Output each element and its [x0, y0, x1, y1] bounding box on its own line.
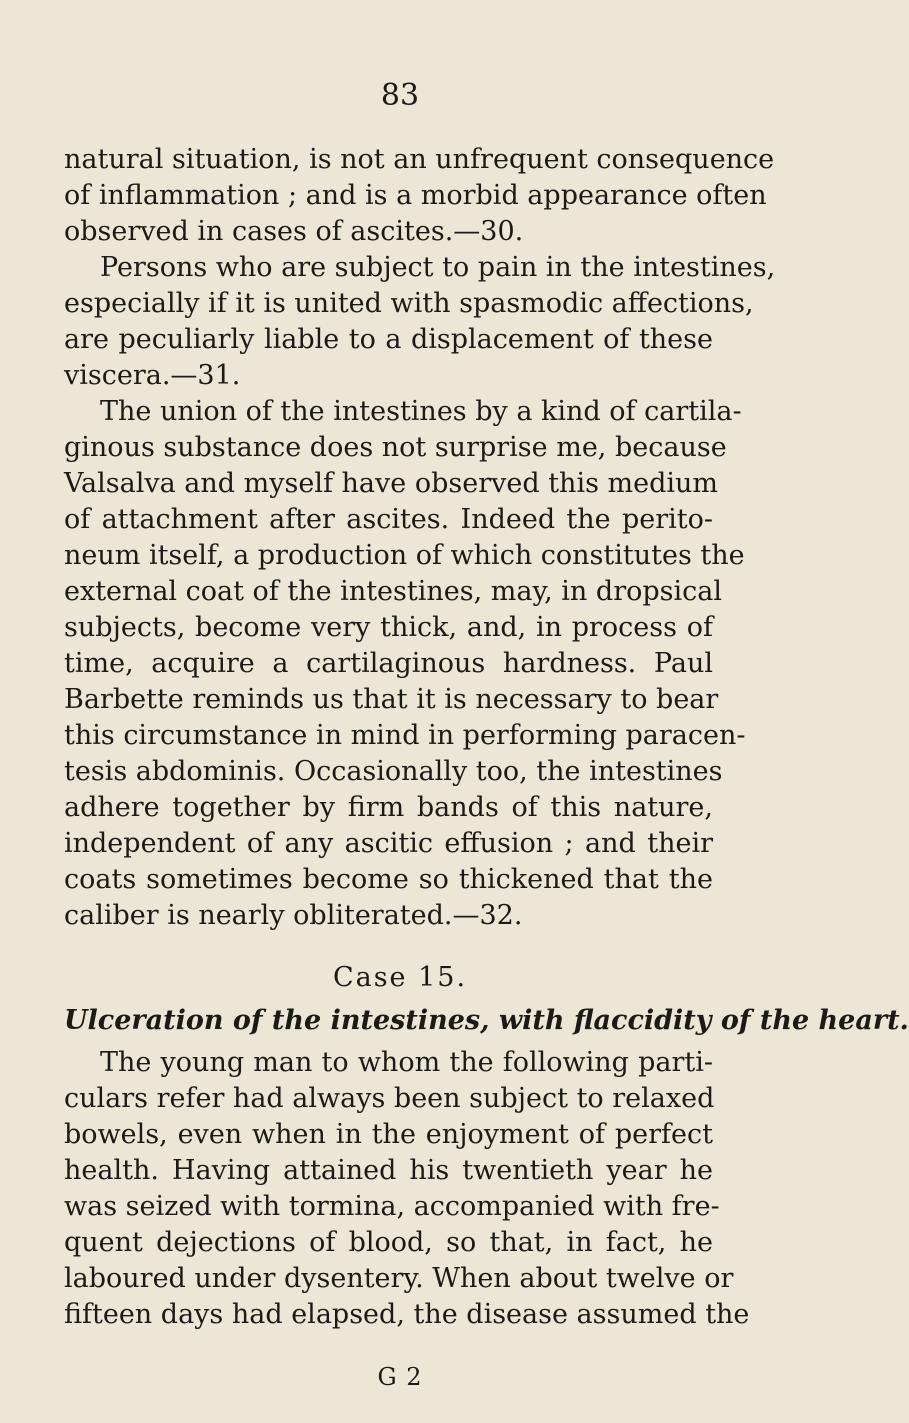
page-number: 83 — [380, 78, 420, 113]
text-line: Persons who are subject to pain in the intestines, — [100, 252, 776, 283]
text-line: subjects, become very thick, and, in process of — [64, 612, 713, 643]
text-line: The young man to whom the following parti- — [100, 1047, 713, 1078]
text-line: ginous substance does not surprise me, because — [64, 432, 727, 463]
text-line: are peculiarly liable to a displacement of these — [64, 324, 713, 355]
text-line: adhere together by firm bands of this nature, — [64, 792, 713, 823]
text-line: time, acquire a cartilaginous hardness. Paul — [64, 648, 713, 679]
text-line: caliber is nearly obliterated.—32. — [64, 900, 523, 931]
text-line: observed in cases of ascites.—30. — [64, 216, 524, 247]
text-line: coats sometimes become so thickened that the — [64, 864, 713, 895]
text-line: external coat of the intestines, may, in dropsical — [64, 576, 722, 607]
text-line: laboured under dysentery. When about twelve or — [64, 1263, 734, 1294]
text-line: The union of the intestines by a kind of cartila- — [100, 396, 742, 427]
text-line: was seized with tormina, accompanied with fre- — [64, 1191, 720, 1222]
text-line: Valsalva and myself have observed this medium — [64, 468, 719, 499]
text-line: culars refer had always been subject to relaxed — [64, 1083, 715, 1114]
text-line: bowels, even when in the enjoyment of perfect — [64, 1119, 713, 1150]
text-line: health. Having attained his twentieth year he — [64, 1155, 713, 1186]
text-line: Barbette reminds us that it is necessary to bear — [64, 684, 719, 715]
case-subtitle: Ulceration of the intestines, with flaccidity of the heart. — [64, 1005, 909, 1036]
text-line: tesis abdominis. Occasionally too, the intestines — [64, 756, 723, 787]
text-line: fifteen days had elapsed, the disease assumed the — [64, 1299, 750, 1330]
text-line: viscera.—31. — [64, 360, 241, 391]
text-line: of attachment after ascites. Indeed the perito- — [64, 504, 713, 535]
text-line: independent of any ascitic effusion ; and their — [64, 828, 713, 859]
text-line: this circumstance in mind in performing paracen- — [64, 720, 746, 751]
text-line: of inflammation ; and is a morbid appearance often — [64, 180, 767, 211]
text-line: especially if it is united with spasmodic affections, — [64, 288, 754, 319]
case-heading: Case 15. — [332, 962, 468, 993]
text-line: neum itself, a production of which constitutes the — [64, 540, 745, 571]
signature-mark: G 2 — [377, 1363, 423, 1391]
text-line: quent dejections of blood, so that, in fact, he — [64, 1227, 713, 1258]
text-line: natural situation, is not an unfrequent consequence — [64, 144, 775, 175]
